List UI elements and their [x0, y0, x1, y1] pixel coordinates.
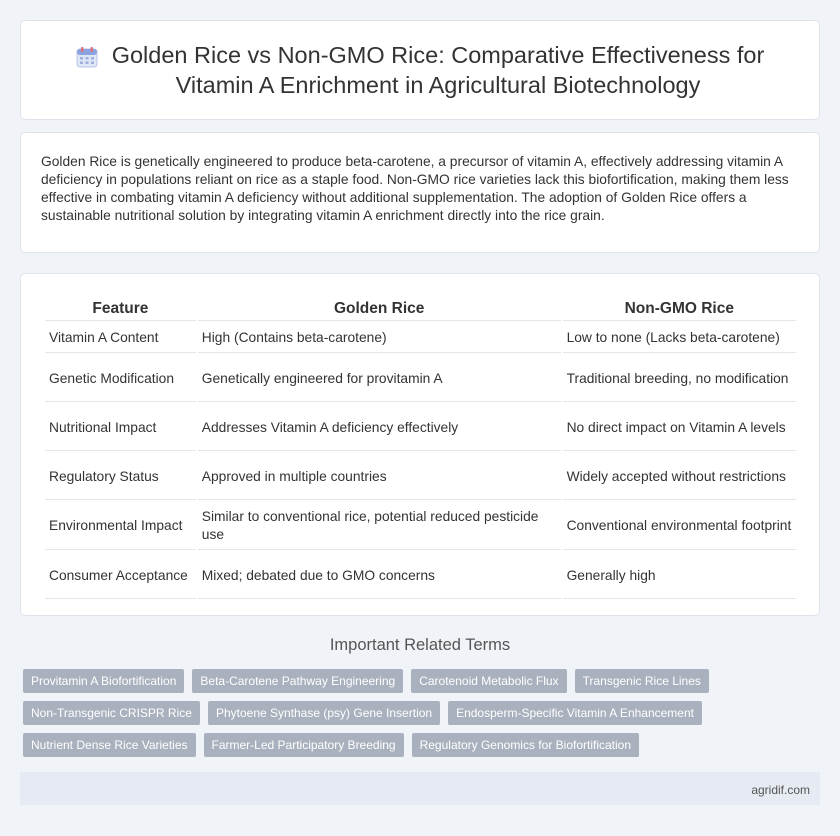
table-cell: Consumer Acceptance — [45, 552, 196, 599]
tag-link[interactable]: Farmer-Led Participatory Breeding — [204, 733, 404, 757]
header-golden-rice: Golden Rice — [198, 296, 561, 321]
table-cell: Generally high — [563, 552, 796, 599]
table-cell: Conventional environmental footprint — [563, 502, 796, 550]
table-row — [45, 404, 796, 451]
header-non-gmo-rice: Non-GMO Rice — [563, 296, 796, 321]
comparison-table-card — [20, 273, 820, 616]
page-title — [112, 40, 765, 100]
footer-site-link[interactable]: agridif.com — [751, 783, 810, 797]
table-cell: Nutritional Impact — [45, 404, 196, 451]
footer — [20, 772, 820, 805]
tag-link[interactable]: Nutrient Dense Rice Varieties — [23, 733, 196, 757]
related-terms-title: Important Related Terms — [329, 636, 511, 654]
table-cell: Regulatory Status — [45, 453, 196, 500]
table-cell: Genetically engineered for provitamin A — [198, 355, 561, 402]
table-cell: Addresses Vitamin A deficiency effectively — [198, 404, 561, 451]
header-feature: Feature — [45, 296, 196, 321]
tag-link[interactable]: Transgenic Rice Lines — [575, 669, 709, 693]
tag-link[interactable]: Phytoene Synthase (psy) Gene Insertion — [208, 701, 440, 725]
table-row — [45, 552, 796, 599]
calendar-icon — [76, 46, 98, 68]
table-cell: Low to none (Lacks beta-carotene) — [563, 323, 796, 353]
table-cell: Vitamin A Content — [45, 323, 196, 353]
title-card — [20, 20, 820, 120]
tag-link[interactable]: Provitamin A Biofortification — [23, 669, 184, 693]
table-cell: Traditional breeding, no modification — [563, 355, 796, 402]
tag-link[interactable]: Non-Transgenic CRISPR Rice — [23, 701, 200, 725]
page-title-line1: Golden Rice vs Non-GMO Rice: Comparative Effectiveness for — [111, 42, 765, 68]
intro-paragraph: Golden Rice is genetically engineered to produce beta-carotene, a precursor of vitamin A, effectively addressing vitamin A deficiency in populations reliant on rice as a staple food. Non-GMO rice varieties lack this biofortification, making them less effective in combating vitamin A deficiency without additional supplementation. The adoption of Golden Rice offers a sustainable nutritional solution by integrating vitamin A enrichment directly into the rice grain. — [41, 154, 789, 223]
table-cell: Mixed; debated due to GMO concerns — [198, 552, 561, 599]
tag-link[interactable]: Regulatory Genomics for Biofortification — [412, 733, 639, 757]
table-row — [45, 453, 796, 500]
table-row — [45, 323, 796, 353]
title-wrap — [76, 40, 765, 100]
tag-link[interactable]: Endosperm-Specific Vitamin A Enhancement — [448, 701, 702, 725]
table-cell: Similar to conventional rice, potential reduced pesticide use — [198, 502, 561, 550]
tag-link[interactable]: Carotenoid Metabolic Flux — [411, 669, 566, 693]
intro-card — [20, 132, 820, 253]
tag-link[interactable]: Beta-Carotene Pathway Engineering — [192, 669, 403, 693]
table-cell: Genetic Modification — [45, 355, 196, 402]
table-cell: High (Contains beta-carotene) — [198, 323, 561, 353]
table-row — [45, 502, 796, 550]
page-title-line2: Vitamin A Enrichment in Agricultural Biotechnology — [175, 72, 701, 98]
table-row — [45, 355, 796, 402]
table-header-row — [45, 296, 796, 321]
comparison-table — [43, 294, 798, 601]
related-terms-tags — [23, 669, 823, 757]
table-cell: Environmental Impact — [45, 502, 196, 550]
table-cell: Approved in multiple countries — [198, 453, 561, 500]
table-cell: Widely accepted without restrictions — [563, 453, 796, 500]
table-cell: No direct impact on Vitamin A levels — [563, 404, 796, 451]
